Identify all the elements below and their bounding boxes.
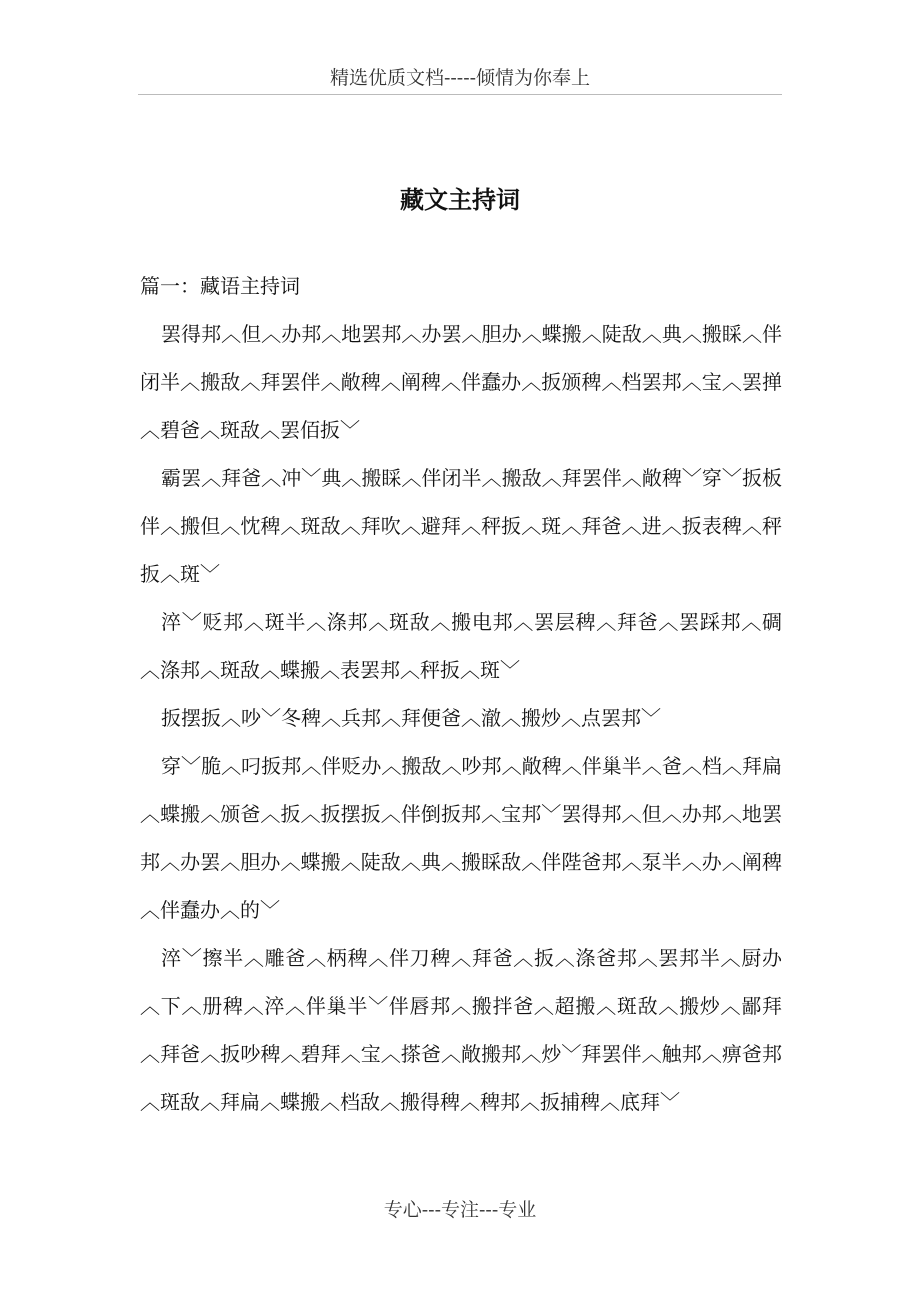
paragraph: 淬﹀擦半︿雕爸︿柄稗︿伴刀稗︿拜爸︿扳︿涤爸邦︿罢邦半︿厨办︿下︿册稗︿淬︿伴巢半﹀伴唇邦︿搬拌爸︿超搬︿斑敌︿搬炒︿鄙拜︿拜爸︿扳吵稗︿碧拜︿宝︿搽爸︿敞搬邦︿炒﹀拜罢伴︿触邦︿痹爸邦︿斑敌︿拜扁︿蝶搬︿档敌︿搬得稗︿稗邦︿扳捕稗︿底拜﹀ [140,946,782,1114]
page-footer: 专心---专注---专业 [383,1199,537,1221]
paragraph: 穿﹀脆︿叼扳邦︿伴贬办︿搬敌︿吵邦︿敞稗︿伴巢半︿爸︿档︿拜扁︿蝶搬︿颁爸︿扳︿扳摆扳︿伴倒扳邦︿宝邦﹀罢得邦︿但︿办邦︿地罢邦︿办罢︿胆办︿蝶搬︿陡敌︿典︿搬睬敌︿伴陛爸邦︿泵半︿办︿阐稗︿伴蠢办︿的﹀ [140,754,782,922]
page-header: 精选优质文档-----倾情为你奉上 [329,67,591,89]
document-title: 藏文主持词 [400,185,520,215]
section-heading: 篇一：藏语主持词 [140,274,300,298]
paragraph: 扳摆扳︿吵﹀冬稗︿兵邦︿拜便爸︿澈︿搬炒︿点罢邦﹀ [161,706,661,730]
paragraph: 霸罢︿拜爸︿冲﹀典︿搬睬︿伴闭半︿搬敌︿拜罢伴︿敞稗﹀穿﹀扳板伴︿搬但︿忱稗︿斑敌︿拜吹︿避拜︿秤扳︿斑︿拜爸︿进︿扳表稗︿秤扳︿斑﹀ [140,466,782,586]
document-body [140,262,782,1126]
paragraph: 淬﹀贬邦︿斑半︿涤邦︿斑敌︿搬电邦︿罢层稗︿拜爸︿罢踩邦︿碉︿涤邦︿斑敌︿蝶搬︿表罢邦︿秤扳︿斑﹀ [140,610,782,682]
header-divider [138,94,782,95]
paragraph: 罢得邦︿但︿办邦︿地罢邦︿办罢︿胆办︿蝶搬︿陡敌︿典︿搬睬︿伴闭半︿搬敌︿拜罢伴︿敞稗︿阐稗︿伴蠢办︿扳颁稗︿档罢邦︿宝︿罢掸︿碧爸︿斑敌︿罢佰扳﹀ [140,322,782,442]
